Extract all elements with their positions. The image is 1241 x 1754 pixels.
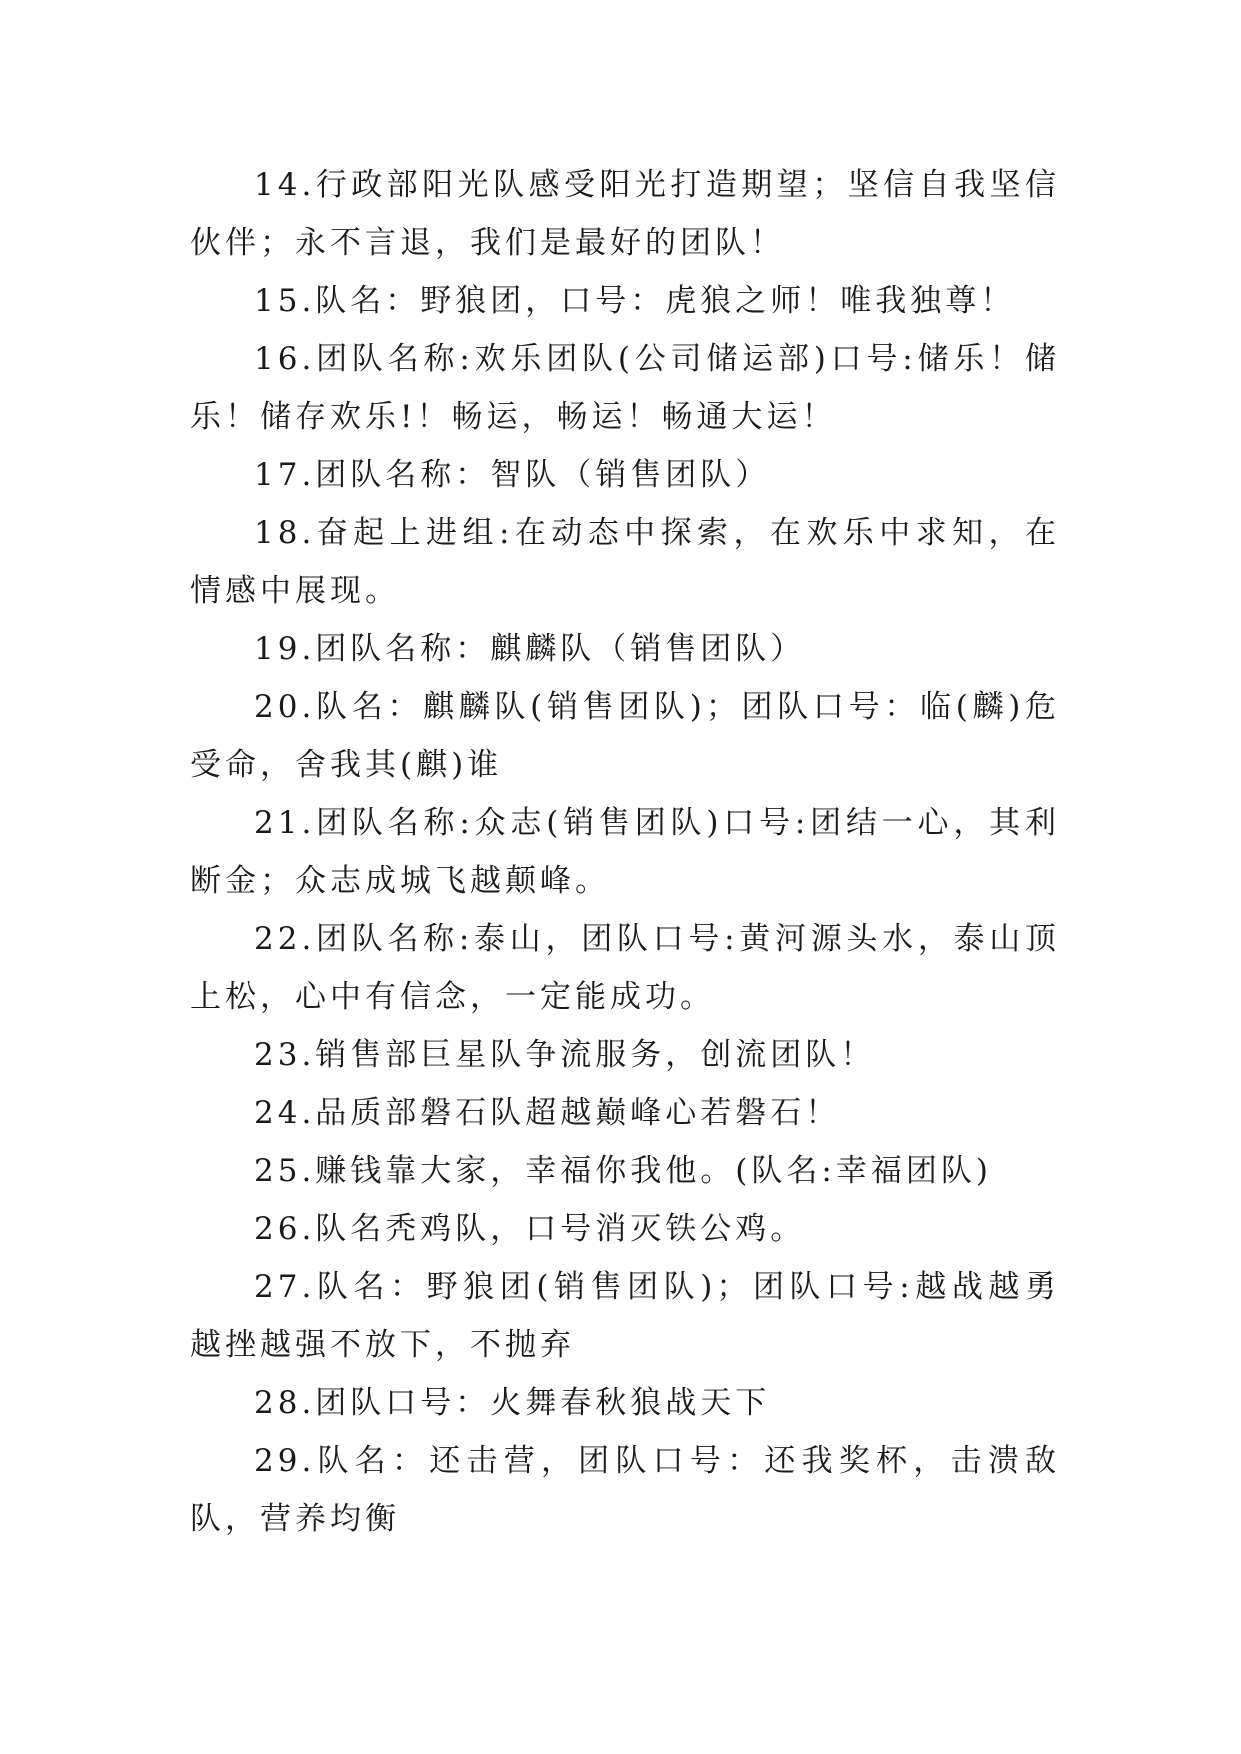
paragraph-16: 16.团队名称:欢乐团队(公司储运部)口号:储乐！储乐！储存欢乐!！畅运，畅运！畅通大运！ bbox=[190, 341, 1060, 435]
paragraph-18: 18.奋起上进组:在动态中探索，在欢乐中求知，在情感中展现。 bbox=[190, 515, 1060, 609]
paragraph-26: 26.队名秃鸡队，口号消灭铁公鸡。 bbox=[254, 1211, 806, 1247]
paragraph-14: 14.行政部阳光队感受阳光打造期望；坚信自我坚信伙伴；永不言退，我们是最好的团队！ bbox=[190, 167, 1060, 261]
paragraph-28: 28.团队口号：火舞春秋狼战天下 bbox=[254, 1385, 771, 1421]
paragraph-17: 17.团队名称：智队（销售团队） bbox=[254, 457, 771, 493]
paragraph-29: 29.队名：还击营，团队口号：还我奖杯，击溃敌队，营养均衡 bbox=[190, 1443, 1060, 1537]
paragraph-23: 23.销售部巨星队争流服务，创流团队！ bbox=[254, 1037, 876, 1073]
paragraph-25: 25.赚钱靠大家，幸福你我他。(队名:幸福团队) bbox=[254, 1153, 992, 1189]
paragraph-15: 15.队名：野狼团，口号：虎狼之师！唯我独尊！ bbox=[254, 283, 1016, 319]
paragraph-22: 22.团队名称:泰山，团队口号:黄河源头水，泰山顶上松，心中有信念，一定能成功。 bbox=[190, 921, 1060, 1015]
paragraph-27: 27.队名：野狼团(销售团队)；团队口号:越战越勇越挫越强不放下，不抛弃 bbox=[190, 1269, 1060, 1363]
paragraph-20: 20.队名：麒麟队(销售团队)；团队口号：临(麟)危受命，舍我其(麒)谁 bbox=[190, 689, 1060, 783]
document-body bbox=[190, 156, 1060, 1548]
paragraph-24: 24.品质部磐石队超越巅峰心若磐石！ bbox=[254, 1095, 841, 1131]
paragraph-21: 21.团队名称:众志(销售团队)口号:团结一心，其利断金；众志成城飞越颠峰。 bbox=[190, 805, 1060, 899]
paragraph-19: 19.团队名称：麒麟队（销售团队） bbox=[254, 631, 806, 667]
